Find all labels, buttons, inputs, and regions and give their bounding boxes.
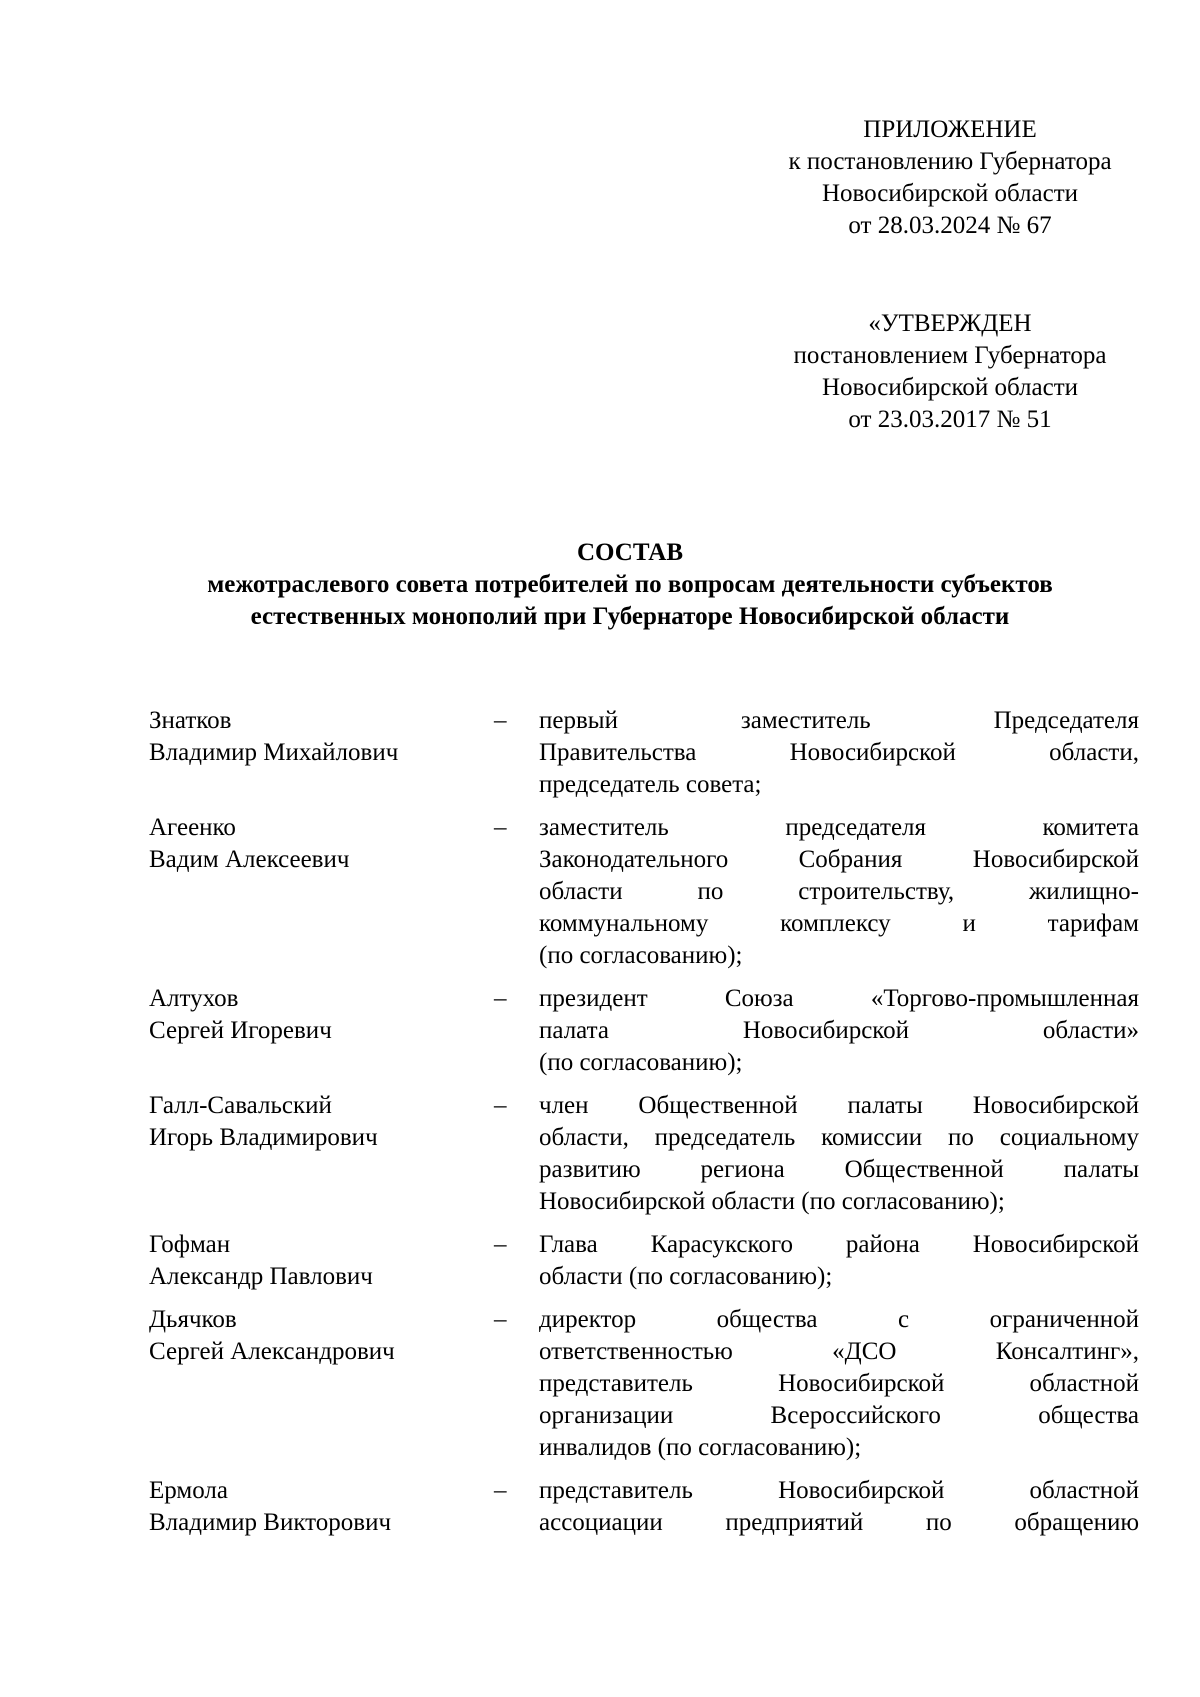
member-given-names: Сергей Игоревич — [149, 1017, 332, 1044]
approval-title: «УТВЕРЖДЕН — [868, 310, 1032, 337]
member-position-line: (по согласованию); — [539, 942, 743, 969]
member-surname: Дьячков — [149, 1306, 237, 1333]
member-dash: – — [494, 1092, 507, 1119]
member-position — [539, 1475, 1139, 1539]
member-name — [149, 705, 494, 801]
member-dash: – — [494, 814, 507, 841]
member-entry — [149, 705, 1139, 801]
member-position — [539, 983, 1139, 1079]
appendix-header — [740, 114, 1160, 242]
member-position — [539, 1304, 1139, 1464]
appendix-title: ПРИЛОЖЕНИЕ — [863, 116, 1037, 143]
appendix-date-number: от 28.03.2024 № 67 — [848, 212, 1052, 239]
approval-header — [740, 308, 1160, 436]
member-position-line: член Общественной палаты Новосибирской — [539, 1092, 1139, 1119]
member-position-line: президент Союза «Торгово-промышленная — [539, 985, 1139, 1012]
member-name — [149, 983, 494, 1079]
member-surname: Агеенко — [149, 814, 236, 841]
member-position — [539, 1229, 1139, 1293]
member-given-names: Владимир Викторович — [149, 1509, 392, 1536]
member-entry — [149, 1304, 1139, 1464]
approval-date-number: от 23.03.2017 № 51 — [848, 406, 1052, 433]
member-position-line: развитию региона Общественной палаты — [539, 1156, 1139, 1183]
member-entry — [149, 1090, 1139, 1218]
members-list — [149, 705, 1139, 1550]
member-position — [539, 705, 1139, 801]
member-position-line: директор общества с ограниченной — [539, 1306, 1139, 1333]
member-entry — [149, 1229, 1139, 1293]
title-subtitle-line: межотраслевого совета потребителей по вопросам деятельности субъектов — [207, 571, 1053, 598]
member-entry — [149, 983, 1139, 1079]
member-dash: – — [494, 1477, 507, 1504]
member-name — [149, 1304, 494, 1464]
approval-region: Новосибирской области — [821, 374, 1079, 401]
member-position-line: ассоциации предприятий по обращению — [539, 1509, 1139, 1536]
title-heading: СОСТАВ — [576, 539, 684, 566]
member-name — [149, 812, 494, 972]
member-position-line: области, председатель комиссии по социальному — [539, 1124, 1139, 1151]
member-name — [149, 1090, 494, 1218]
member-position-line: Новосибирской области (по согласованию); — [539, 1188, 1005, 1215]
member-given-names: Александр Павлович — [149, 1263, 373, 1290]
member-surname: Ермола — [149, 1477, 228, 1504]
title-subtitle-line: естественных монополий при Губернаторе Новосибирской области — [250, 603, 1010, 630]
member-given-names: Игорь Владимирович — [149, 1124, 378, 1151]
member-given-names: Вадим Алексеевич — [149, 846, 350, 873]
member-position-line: области по строительству, жилищно- — [539, 878, 1139, 905]
member-entry — [149, 812, 1139, 972]
member-surname: Галл-Савальский — [149, 1092, 332, 1119]
appendix-reference: к постановлению Губернатора — [788, 148, 1112, 175]
member-position-line: председатель совета; — [539, 771, 762, 798]
member-position-line: инвалидов (по согласованию); — [539, 1434, 862, 1461]
member-position-line: организации Всероссийского общества — [539, 1402, 1139, 1429]
member-position-line: первый заместитель Председателя — [539, 707, 1139, 734]
member-position-line: заместитель председателя комитета — [539, 814, 1139, 841]
member-surname: Алтухов — [149, 985, 239, 1012]
member-surname: Знатков — [149, 707, 232, 734]
member-name — [149, 1475, 494, 1539]
member-position-line: Правительства Новосибирской области, — [539, 739, 1139, 766]
member-dash: – — [494, 1306, 507, 1333]
approval-reference: постановлением Губернатора — [793, 342, 1107, 369]
member-name — [149, 1229, 494, 1293]
member-position-line: коммунальному комплексу и тарифам — [539, 910, 1139, 937]
member-surname: Гофман — [149, 1231, 231, 1258]
member-dash: – — [494, 985, 507, 1012]
member-given-names: Владимир Михайлович — [149, 739, 399, 766]
member-given-names: Сергей Александрович — [149, 1338, 395, 1365]
appendix-region: Новосибирской области — [821, 180, 1079, 207]
member-position-line: (по согласованию); — [539, 1049, 743, 1076]
member-position-line: палата Новосибирской области» — [539, 1017, 1139, 1044]
member-position-line: Глава Карасукского района Новосибирской — [539, 1231, 1139, 1258]
member-position-line: области (по согласованию); — [539, 1263, 833, 1290]
member-dash: – — [494, 1231, 507, 1258]
member-position-line: Законодательного Собрания Новосибирской — [539, 846, 1139, 873]
member-position-line: представитель Новосибирской областной — [539, 1370, 1139, 1397]
member-position — [539, 812, 1139, 972]
member-position — [539, 1090, 1139, 1218]
member-position-line: представитель Новосибирской областной — [539, 1477, 1139, 1504]
member-entry — [149, 1475, 1139, 1539]
document-title — [140, 537, 1120, 633]
member-position-line: ответственностью «ДСО Консалтинг», — [539, 1338, 1139, 1365]
member-dash: – — [494, 707, 507, 734]
